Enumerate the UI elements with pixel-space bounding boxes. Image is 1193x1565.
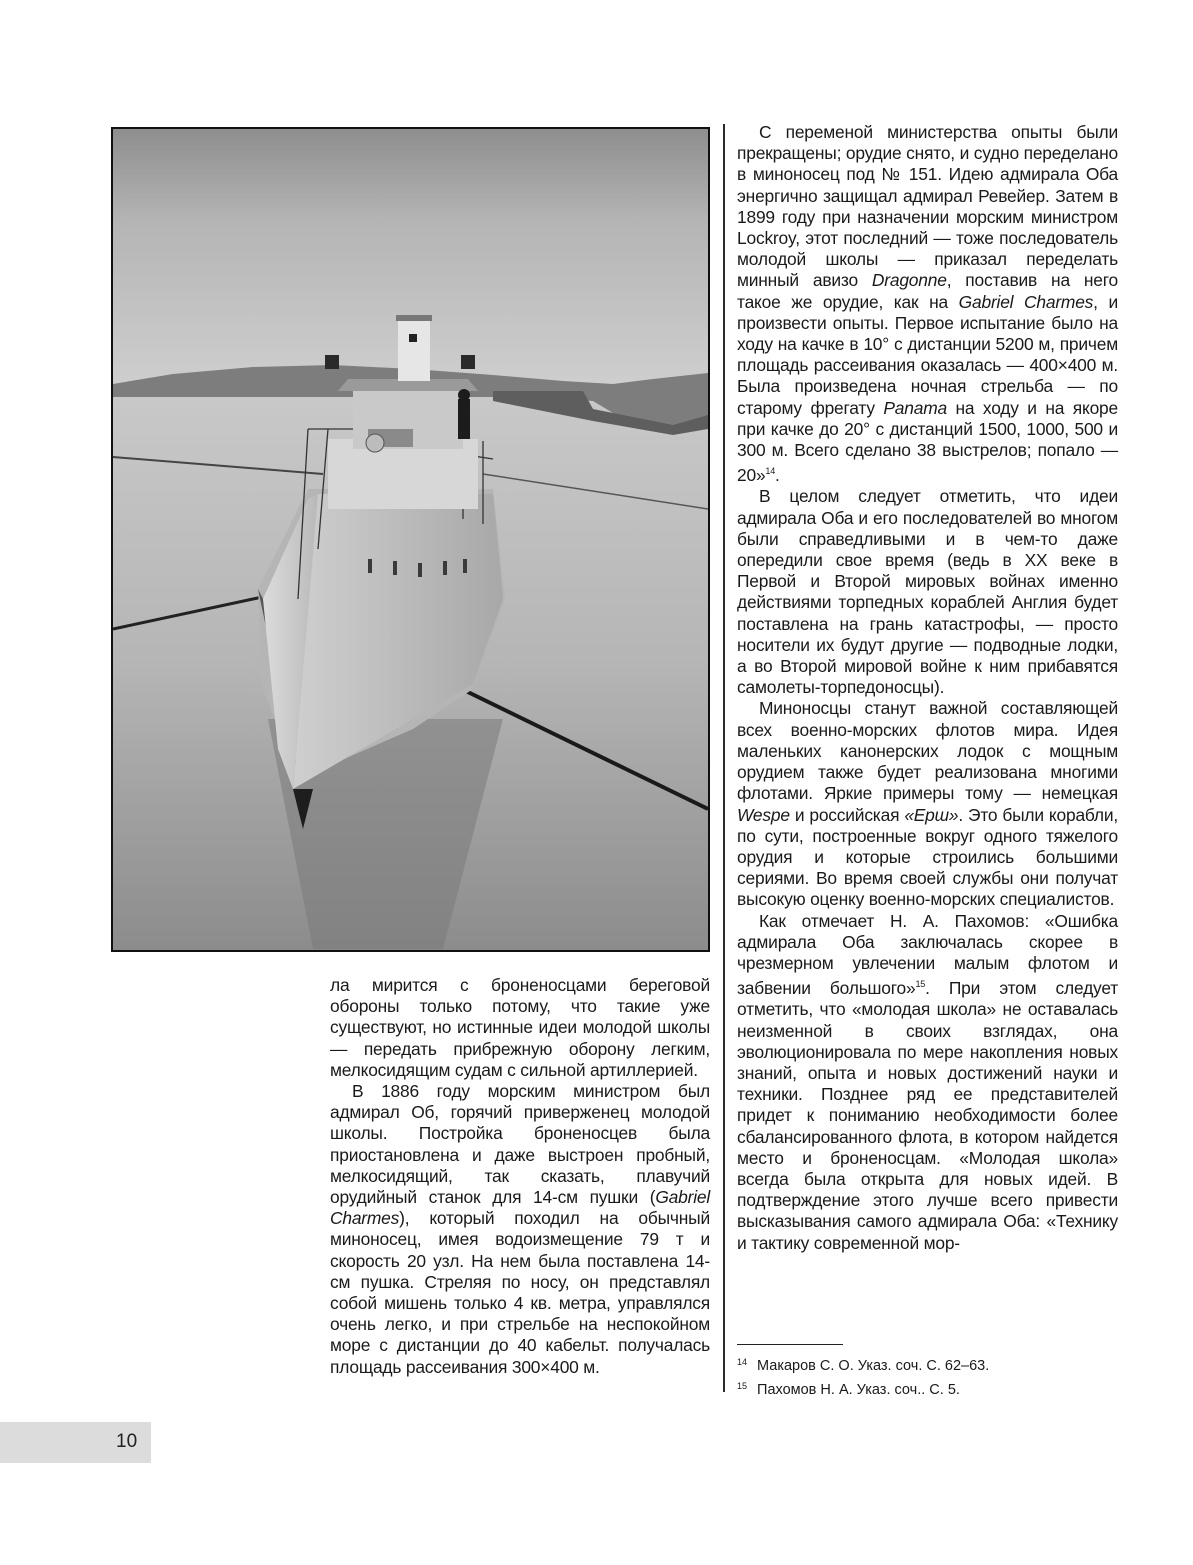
footnote-separator bbox=[737, 1344, 843, 1345]
left-paragraph-2 bbox=[330, 1081, 710, 1378]
ship-photo-illustration bbox=[113, 129, 708, 950]
footnote-number: 14 bbox=[737, 1357, 748, 1367]
footnotes bbox=[737, 1352, 1117, 1400]
footnote-text: Макаров С. О. Указ. соч. С. 62–63. bbox=[757, 1358, 990, 1374]
ship-photo bbox=[111, 127, 710, 952]
left-paragraph-2-part-a: В 1886 году морским министром был адмирал Об, горячий приверженец молодой школы. Постройка броненосцев была приостановлена и даже выстроен пробный, мелкосидящий, так сказать, плавучий орудийный станок для 14-см пушки ( bbox=[330, 1081, 710, 1208]
right-paragraph-3-part-a: Миноносцы станут важной составляющей всех военно-морских флотов мира. Идея маленьких канонерских лодок с мощным орудием также будет реализована многими флотами. Яркие примеры тому — немецкая bbox=[737, 698, 1118, 804]
footnote-text: Пахомов Н. А. Указ. соч.. С. 5. bbox=[757, 1382, 960, 1398]
right-paragraph-2: В целом следует отметить, что идеи адмирала Оба и его последователей во многом были справедливыми и в чем-то даже опередили свое время (ведь в XX веке в Первой и Второй мировых войнах именно действиями торпедных кораблей Англия будет поставлена на грань катастрофы, — просто носители их будут другие — подводные лодки, а во Второй мировой войне к ним прибавятся самолеты-торпедоносцы). bbox=[737, 486, 1118, 698]
ship-name-wespe: Wespe bbox=[737, 804, 790, 825]
right-paragraph-1-part-c: , и произвести опыты. Первое испытание было на ходу на качке в 10° с дистанции 5200 м, причем площадь рассеивания оказалась — 400×400 м. Была произведена ночная стрельба — по старому фрегату bbox=[737, 291, 1118, 418]
ship-name-dragonne: Dragonne bbox=[871, 270, 947, 291]
footnote-14 bbox=[737, 1352, 1117, 1376]
footnote-15 bbox=[737, 1376, 1117, 1400]
right-paragraph-1 bbox=[737, 122, 1118, 486]
right-paragraph-3-part-b: и российская bbox=[789, 804, 905, 825]
footnote-ref-14: 14 bbox=[765, 466, 776, 477]
right-paragraph-4-part-b: . При этом следует отметить, что «молодая школа» не оставалась неизменной в своих взглядах, она эволюционировала по мере накопления новых знаний, опыта и новых достижений науки и техники. Позднее ряд ее представителей придет к пониманию необходимости более сбалансированного флота, в котором найдется место и броненосцам. «Молодая школа» всегда была открыта для новых идей. В подтверждение этого лучше всего привести высказывания самого адмирала Оба: «Технику и тактику современной мор- bbox=[737, 978, 1118, 1253]
left-column bbox=[330, 975, 710, 1378]
ship-name-gabriel-charmes: Gabriel Charmes bbox=[330, 1187, 710, 1229]
right-paragraph-4 bbox=[737, 911, 1118, 1254]
ship-name-ersh: «Ерш» bbox=[904, 804, 959, 825]
right-paragraph-1-end: . bbox=[775, 465, 780, 486]
page-number: 10 bbox=[116, 1431, 138, 1452]
ship-name-gabriel-charmes-2: Gabriel Charmes bbox=[958, 291, 1094, 312]
column-divider bbox=[723, 124, 725, 1392]
right-paragraph-1-part-b: , поставив на него такое же орудие, как на bbox=[737, 270, 1118, 312]
right-paragraph-1-part-a: С переменой министерства опыты были прекращены; орудие снято, и судно переделано в миноносец под № 151. Идею адмирала Оба энергично защищал адмирал Ревейер. Затем в 1899 году при назначении морским министром Lockroy, этот последний — тоже последователь молодой школы — приказал переделать минный авизо bbox=[737, 122, 1118, 291]
left-paragraph-1: ла мирится с броненосцами береговой обороны только потому, что такие уже существуют, но истинные идеи молодой школы — передать прибрежную оборону легким, мелкосидящим судам с сильной артиллерией. bbox=[330, 975, 710, 1080]
ship-name-panama: Panama bbox=[883, 397, 947, 418]
right-paragraph-3 bbox=[737, 698, 1118, 910]
right-column bbox=[737, 122, 1118, 1254]
footnote-number: 15 bbox=[737, 1381, 748, 1391]
left-paragraph-2-part-b: ), который походил на обычный миноносец, имея водоизмещение 79 т и скорость 20 узл. На нем была поставлена 14-см пушка. Стреляя по носу, он представлял собой мишень только 4 кв. метра, управлялся очень легко, и при стрельбе на неспокойном море с дистанции до 40 кабельт. получалась площадь рассеивания 300×400 м. bbox=[330, 1208, 710, 1377]
right-paragraph-3-part-c: . Это были корабли, по сути, построенные вокруг одного тяжелого орудия и которые строились большими сериями. Во время своей службы они получат высокую оценку военно-морских специалистов. bbox=[737, 804, 1118, 910]
footnote-ref-15: 15 bbox=[915, 979, 926, 990]
right-paragraph-4-part-a: Как отмечает Н. А. Пахомов: «Ошибка адмирала Оба заключалась скорее в чрезмерном увлечении малым флотом и забвении большого» bbox=[737, 910, 1118, 999]
right-paragraph-1-part-d: на ходу и на якоре при качке до 20° с дистанций 1500, 1000, 500 и 300 м. Всего сделано 38 выстрелов; попало — 20» bbox=[737, 397, 1118, 486]
